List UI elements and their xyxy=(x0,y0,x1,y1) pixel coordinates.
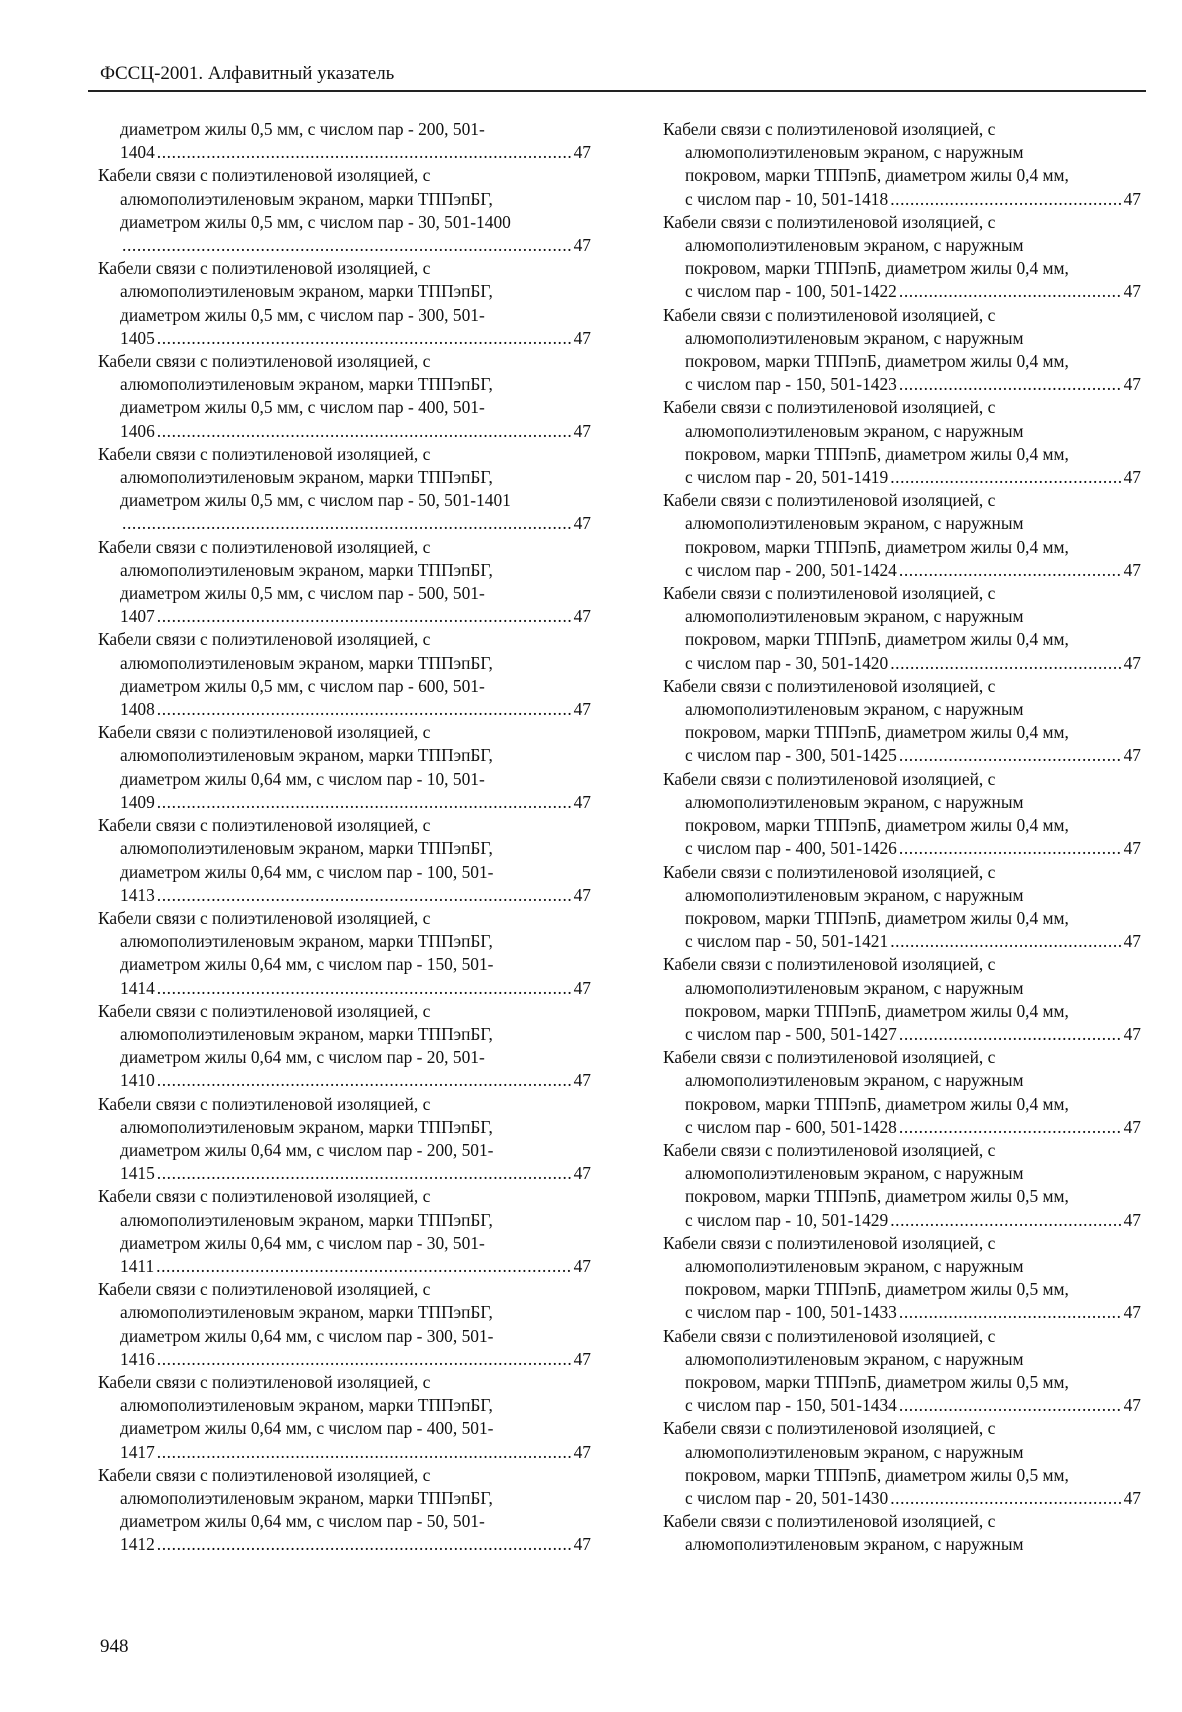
entry-line: Кабели связи с полиэтиленовой изоляцией, с xyxy=(98,258,431,279)
leader-dots xyxy=(890,1487,1121,1510)
entry-code: с числом пар - 10, 501-1418 xyxy=(685,188,889,209)
entry-tail xyxy=(98,141,591,164)
index-entry xyxy=(98,350,591,443)
entry-line: диаметром жилы 0,5 мм, с числом пар - 500, 501- xyxy=(120,583,485,604)
entry-line: алюмополиэтиленовым экраном, марки ТППэпБГ, xyxy=(120,652,493,673)
entry-code: 1408 xyxy=(120,699,155,720)
index-entry xyxy=(663,396,1141,489)
entry-line: диаметром жилы 0,5 мм, с числом пар - 300, 501- xyxy=(120,304,485,325)
entry-line: алюмополиэтиленовым экраном, марки ТППэпБГ, xyxy=(120,1116,493,1137)
entry-line: Кабели связи с полиэтиленовой изоляцией, с xyxy=(663,1511,996,1532)
running-header xyxy=(88,62,1146,92)
entry-line: покровом, марки ТППэпБ, диаметром жилы 0,4 мм, xyxy=(685,815,1069,836)
index-entry xyxy=(663,675,1141,768)
entry-line: алюмополиэтиленовым экраном, марки ТППэпБГ, xyxy=(120,467,493,488)
index-entry xyxy=(98,907,591,1000)
entry-page: 47 xyxy=(1123,559,1141,580)
index-entry xyxy=(663,211,1141,304)
entry-page: 47 xyxy=(1123,1395,1141,1416)
entry-line: Кабели связи с полиэтиленовой изоляцией, с xyxy=(663,490,996,511)
entry-line: алюмополиэтиленовым экраном, с наружным xyxy=(685,977,1024,998)
leader-dots xyxy=(890,930,1121,953)
entry-page: 47 xyxy=(573,1255,591,1276)
entry-line: алюмополиэтиленовым экраном, с наружным xyxy=(685,1070,1024,1091)
entry-page: 47 xyxy=(573,1070,591,1091)
entry-page: 47 xyxy=(573,513,591,534)
entry-tail xyxy=(663,1394,1141,1417)
entry-code: 1411 xyxy=(120,1255,155,1276)
index-entry xyxy=(663,1139,1141,1232)
entry-tail xyxy=(98,234,591,257)
leader-dots xyxy=(157,1162,572,1185)
entry-page: 47 xyxy=(1123,281,1141,302)
entry-page: 47 xyxy=(573,1534,591,1555)
index-entry xyxy=(98,1464,591,1557)
entry-page: 47 xyxy=(573,699,591,720)
entry-code: 1410 xyxy=(120,1070,155,1091)
entry-page: 47 xyxy=(1123,931,1141,952)
entry-line: Кабели связи с полиэтиленовой изоляцией, с xyxy=(98,1186,431,1207)
entry-line: покровом, марки ТППэпБ, диаметром жилы 0,4 мм, xyxy=(685,165,1069,186)
entry-line: диаметром жилы 0,64 мм, с числом пар - 10, 501- xyxy=(120,768,485,789)
entry-tail xyxy=(98,327,591,350)
index-entry xyxy=(663,1417,1141,1510)
entry-line: Кабели связи с полиэтиленовой изоляцией, с xyxy=(663,861,996,882)
entry-page: 47 xyxy=(1123,1023,1141,1044)
index-entry xyxy=(663,1232,1141,1325)
entry-page: 47 xyxy=(573,791,591,812)
entry-line: алюмополиэтиленовым экраном, с наружным xyxy=(685,699,1024,720)
leader-dots xyxy=(890,652,1121,675)
entry-code: 1417 xyxy=(120,1441,155,1462)
entry-line: алюмополиэтиленовым экраном, с наружным xyxy=(685,606,1024,627)
entry-line: покровом, марки ТППэпБ, диаметром жилы 0,4 мм, xyxy=(685,1000,1069,1021)
entry-tail xyxy=(663,1209,1141,1232)
entry-line: Кабели связи с полиэтиленовой изоляцией, с xyxy=(98,1371,431,1392)
leader-dots xyxy=(157,605,572,628)
entry-tail xyxy=(663,1116,1141,1139)
entry-tail xyxy=(663,559,1141,582)
entry-line: покровом, марки ТППэпБ, диаметром жилы 0,5 мм, xyxy=(685,1464,1069,1485)
entry-line: Кабели связи с полиэтиленовой изоляцией, с xyxy=(98,165,431,186)
entry-line: алюмополиэтиленовым экраном, марки ТППэпБГ, xyxy=(120,188,493,209)
leader-dots xyxy=(157,1533,572,1556)
entry-tail xyxy=(98,512,591,535)
entry-page: 47 xyxy=(1123,652,1141,673)
entry-line: алюмополиэтиленовым экраном, марки ТППэпБГ, xyxy=(120,1395,493,1416)
entry-tail xyxy=(663,1023,1141,1046)
entry-line: диаметром жилы 0,64 мм, с числом пар - 300, 501- xyxy=(120,1325,494,1346)
leader-dots xyxy=(890,1209,1121,1232)
leader-dots xyxy=(157,141,572,164)
entry-line: Кабели связи с полиэтиленовой изоляцией, с xyxy=(98,722,431,743)
entry-line: алюмополиэтиленовым экраном, с наружным xyxy=(685,1163,1024,1184)
entry-line: покровом, марки ТППэпБ, диаметром жилы 0,4 мм, xyxy=(685,536,1069,557)
entry-line: Кабели связи с полиэтиленовой изоляцией, с xyxy=(663,1047,996,1068)
index-entry xyxy=(98,443,591,536)
entry-tail xyxy=(663,1487,1141,1510)
entry-line: диаметром жилы 0,64 мм, с числом пар - 100, 501- xyxy=(120,861,494,882)
entry-page: 47 xyxy=(1123,188,1141,209)
entry-tail xyxy=(663,930,1141,953)
leader-dots xyxy=(157,791,572,814)
entry-tail xyxy=(98,1533,591,1556)
entry-line: Кабели связи с полиэтиленовой изоляцией, с xyxy=(663,1418,996,1439)
entry-line: покровом, марки ТППэпБ, диаметром жилы 0,4 мм, xyxy=(685,258,1069,279)
entry-code: 1414 xyxy=(120,977,155,998)
entry-code: с числом пар - 30, 501-1420 xyxy=(685,652,889,673)
index-entry xyxy=(98,257,591,350)
entry-code: с числом пар - 100, 501-1422 xyxy=(685,281,897,302)
entry-line: Кабели связи с полиэтиленовой изоляцией, с xyxy=(98,443,431,464)
entry-line: Кабели связи с полиэтиленовой изоляцией, с xyxy=(663,954,996,975)
entry-tail xyxy=(98,791,591,814)
index-entry xyxy=(98,1371,591,1464)
entry-tail xyxy=(98,698,591,721)
index-entry xyxy=(98,1093,591,1186)
entry-tail xyxy=(98,884,591,907)
entry-line: диаметром жилы 0,64 мм, с числом пар - 150, 501- xyxy=(120,954,494,975)
entry-code: 1416 xyxy=(120,1348,155,1369)
entry-line: Кабели связи с полиэтиленовой изоляцией, с xyxy=(98,1000,431,1021)
leader-dots xyxy=(899,280,1122,303)
entry-line: покровом, марки ТППэпБ, диаметром жилы 0,5 мм, xyxy=(685,1186,1069,1207)
entry-line: диаметром жилы 0,64 мм, с числом пар - 50, 501- xyxy=(120,1511,485,1532)
entry-line: Кабели связи с полиэтиленовой изоляцией, с xyxy=(98,815,431,836)
entry-code: 1405 xyxy=(120,327,155,348)
entry-page: 47 xyxy=(573,142,591,163)
entry-code: 1415 xyxy=(120,1163,155,1184)
entry-page: 47 xyxy=(573,1348,591,1369)
index-entry xyxy=(663,1325,1141,1418)
entry-line: диаметром жилы 0,5 мм, с числом пар - 400, 501- xyxy=(120,397,485,418)
entry-line: алюмополиэтиленовым экраном, с наружным xyxy=(685,513,1024,534)
entry-code: с числом пар - 300, 501-1425 xyxy=(685,745,897,766)
index-entry xyxy=(98,1185,591,1278)
index-entry xyxy=(98,814,591,907)
entry-line: покровом, марки ТППэпБ, диаметром жилы 0,4 мм, xyxy=(685,629,1069,650)
leader-dots xyxy=(899,837,1122,860)
entry-page: 47 xyxy=(1123,1116,1141,1137)
entry-line: Кабели связи с полиэтиленовой изоляцией, с xyxy=(663,119,996,139)
entry-code: с числом пар - 10, 501-1429 xyxy=(685,1209,889,1230)
entry-line: алюмополиэтиленовым экраном, марки ТППэпБГ, xyxy=(120,281,493,302)
entry-line: алюмополиэтиленовым экраном, марки ТППэпБГ, xyxy=(120,745,493,766)
entry-line: диаметром жилы 0,5 мм, с числом пар - 50, 501-1401 xyxy=(120,490,511,511)
leader-dots xyxy=(890,188,1121,211)
entry-line: алюмополиэтиленовым экраном, с наружным xyxy=(685,327,1024,348)
index-entry xyxy=(663,118,1141,211)
entry-code: 1404 xyxy=(120,142,155,163)
entry-tail xyxy=(98,1069,591,1092)
entry-code: 1413 xyxy=(120,884,155,905)
entry-code: с числом пар - 500, 501-1427 xyxy=(685,1023,897,1044)
leader-dots xyxy=(157,977,572,1000)
entry-page: 47 xyxy=(1123,1302,1141,1323)
index-entry-continued xyxy=(98,118,591,164)
leader-dots xyxy=(122,512,572,535)
entry-tail xyxy=(98,1162,591,1185)
entry-line: алюмополиэтиленовым экраном, марки ТППэпБГ, xyxy=(120,931,493,952)
entry-code: с числом пар - 150, 501-1434 xyxy=(685,1395,897,1416)
entry-line: Кабели связи с полиэтиленовой изоляцией, с xyxy=(98,1279,431,1300)
index-entry xyxy=(663,304,1141,397)
entry-page: 47 xyxy=(573,884,591,905)
entry-page: 47 xyxy=(573,1441,591,1462)
entry-line: Кабели связи с полиэтиленовой изоляцией, с xyxy=(663,304,996,325)
entry-line: диаметром жилы 0,64 мм, с числом пар - 20, 501- xyxy=(120,1047,485,1068)
entry-line: Кабели связи с полиэтиленовой изоляцией, с xyxy=(98,536,431,557)
entry-line: Кабели связи с полиэтиленовой изоляцией, с xyxy=(98,629,431,650)
entry-line: Кабели связи с полиэтиленовой изоляцией, с xyxy=(98,1093,431,1114)
entry-line: покровом, марки ТППэпБ, диаметром жилы 0,4 мм, xyxy=(685,722,1069,743)
index-entry xyxy=(663,953,1141,1046)
entry-code: 1412 xyxy=(120,1534,155,1555)
entry-tail xyxy=(663,280,1141,303)
entry-page: 47 xyxy=(1123,1487,1141,1508)
entry-line: покровом, марки ТППэпБ, диаметром жилы 0,4 мм, xyxy=(685,351,1069,372)
entry-code: с числом пар - 150, 501-1423 xyxy=(685,374,897,395)
entry-line: покровом, марки ТППэпБ, диаметром жилы 0,4 мм, xyxy=(685,443,1069,464)
entry-code: 1406 xyxy=(120,420,155,441)
entry-line: Кабели связи с полиэтиленовой изоляцией, с xyxy=(663,1325,996,1346)
leader-dots xyxy=(157,698,572,721)
index-entry xyxy=(663,861,1141,954)
entry-line: алюмополиэтиленовым экраном, с наружным xyxy=(685,1441,1024,1462)
entry-code: с числом пар - 50, 501-1421 xyxy=(685,931,889,952)
entry-line: алюмополиэтиленовым экраном, с наружным xyxy=(685,420,1024,441)
index-entry xyxy=(98,1278,591,1371)
entry-page: 47 xyxy=(573,420,591,441)
entry-line: Кабели связи с полиэтиленовой изоляцией, с xyxy=(98,907,431,928)
entry-tail xyxy=(663,466,1141,489)
leader-dots xyxy=(899,1023,1122,1046)
leader-dots xyxy=(899,1116,1122,1139)
index-entry xyxy=(663,768,1141,861)
leader-dots xyxy=(157,884,572,907)
entry-line: алюмополиэтиленовым экраном, марки ТППэпБГ, xyxy=(120,1023,493,1044)
entry-tail xyxy=(98,1348,591,1371)
entry-page: 47 xyxy=(573,235,591,256)
entry-tail xyxy=(98,1255,591,1278)
entry-line: алюмополиэтиленовым экраном, с наружным xyxy=(685,884,1024,905)
index-entry xyxy=(98,721,591,814)
entry-line: диаметром жилы 0,64 мм, с числом пар - 400, 501- xyxy=(120,1418,494,1439)
leader-dots xyxy=(890,466,1121,489)
entry-line: Кабели связи с полиэтиленовой изоляцией, с xyxy=(663,583,996,604)
leader-dots xyxy=(899,744,1122,767)
entry-line: алюмополиэтиленовым экраном, с наружным xyxy=(685,142,1024,163)
entry-line: алюмополиэтиленовым экраном, с наружным xyxy=(685,1255,1024,1276)
entry-line: диаметром жилы 0,64 мм, с числом пар - 30, 501- xyxy=(120,1232,485,1253)
entry-line: Кабели связи с полиэтиленовой изоляцией, с xyxy=(663,768,996,789)
entry-line: покровом, марки ТППэпБ, диаметром жилы 0,4 мм, xyxy=(685,907,1069,928)
entry-line: алюмополиэтиленовым экраном, марки ТППэпБГ, xyxy=(120,1209,493,1230)
entry-line: Кабели связи с полиэтиленовой изоляцией, с xyxy=(663,1139,996,1160)
entry-line: диаметром жилы 0,5 мм, с числом пар - 600, 501- xyxy=(120,675,485,696)
leader-dots xyxy=(899,373,1122,396)
entry-code: 1409 xyxy=(120,791,155,812)
entry-code: с числом пар - 600, 501-1428 xyxy=(685,1116,897,1137)
entry-line: диаметром жилы 0,5 мм, с числом пар - 30, 501-1400 xyxy=(120,211,511,232)
entry-tail xyxy=(663,373,1141,396)
entry-tail xyxy=(98,420,591,443)
entry-line: алюмополиэтиленовым экраном, с наружным xyxy=(685,1534,1024,1555)
entry-tail xyxy=(663,652,1141,675)
index-entry xyxy=(98,1000,591,1093)
entry-code: с числом пар - 20, 501-1419 xyxy=(685,467,889,488)
leader-dots xyxy=(157,327,572,350)
index-entry xyxy=(663,1510,1141,1556)
leader-dots xyxy=(899,1301,1122,1324)
entry-line: алюмополиэтиленовым экраном, марки ТППэпБГ, xyxy=(120,1487,493,1508)
leader-dots xyxy=(157,420,572,443)
leader-dots xyxy=(157,1441,572,1464)
entry-line: покровом, марки ТППэпБ, диаметром жилы 0,5 мм, xyxy=(685,1279,1069,1300)
entry-page: 47 xyxy=(1123,467,1141,488)
leader-dots xyxy=(899,559,1122,582)
entry-page: 47 xyxy=(1123,374,1141,395)
entry-tail xyxy=(663,188,1141,211)
entry-code: с числом пар - 100, 501-1433 xyxy=(685,1302,897,1323)
leader-dots xyxy=(157,1348,572,1371)
entry-page: 47 xyxy=(1123,745,1141,766)
entry-line: Кабели связи с полиэтиленовой изоляцией, с xyxy=(663,1232,996,1253)
entry-tail xyxy=(98,1441,591,1464)
entry-line: алюмополиэтиленовым экраном, марки ТППэпБГ, xyxy=(120,559,493,580)
leader-dots xyxy=(156,1255,571,1278)
page-number: 948 xyxy=(100,1636,129,1657)
entry-line: Кабели связи с полиэтиленовой изоляцией, с xyxy=(98,351,431,372)
entry-line: диаметром жилы 0,64 мм, с числом пар - 200, 501- xyxy=(120,1139,494,1160)
index-entry xyxy=(663,489,1141,582)
leader-dots xyxy=(157,1069,572,1092)
entry-page: 47 xyxy=(1123,1209,1141,1230)
header-title: ФССЦ-2001. Алфавитный указатель xyxy=(100,63,395,84)
entry-line: Кабели связи с полиэтиленовой изоляцией, с xyxy=(663,211,996,232)
entry-page: 47 xyxy=(1123,838,1141,859)
entry-line: Кабели связи с полиэтиленовой изоляцией, с xyxy=(663,397,996,418)
entry-tail xyxy=(98,605,591,628)
entry-code: с числом пар - 20, 501-1430 xyxy=(685,1487,889,1508)
entry-line: диаметром жилы 0,5 мм, с числом пар - 200, 501- xyxy=(120,119,485,139)
entry-code: 1407 xyxy=(120,606,155,627)
entry-page: 47 xyxy=(573,977,591,998)
entry-page: 47 xyxy=(573,606,591,627)
leader-dots xyxy=(899,1394,1122,1417)
leader-dots xyxy=(122,234,572,257)
entry-tail xyxy=(663,837,1141,860)
index-entry xyxy=(98,164,591,257)
entry-line: алюмополиэтиленовым экраном, марки ТППэпБГ, xyxy=(120,374,493,395)
entry-line: алюмополиэтиленовым экраном, марки ТППэпБГ, xyxy=(120,838,493,859)
entry-page: 47 xyxy=(573,1163,591,1184)
entry-line: алюмополиэтиленовым экраном, с наружным xyxy=(685,1348,1024,1369)
entry-code: с числом пар - 400, 501-1426 xyxy=(685,838,897,859)
index-entry xyxy=(663,1046,1141,1139)
entry-tail xyxy=(663,744,1141,767)
index-entry xyxy=(98,536,591,629)
index-entry xyxy=(663,582,1141,675)
entry-line: Кабели связи с полиэтиленовой изоляцией, с xyxy=(663,675,996,696)
right-column xyxy=(663,118,1141,1557)
entry-tail xyxy=(98,977,591,1000)
left-column xyxy=(98,118,591,1557)
entry-page: 47 xyxy=(573,327,591,348)
index-entry xyxy=(98,628,591,721)
entry-line: алюмополиэтиленовым экраном, с наружным xyxy=(685,791,1024,812)
entry-line: алюмополиэтиленовым экраном, с наружным xyxy=(685,235,1024,256)
entry-code: с числом пар - 200, 501-1424 xyxy=(685,559,897,580)
entry-line: Кабели связи с полиэтиленовой изоляцией, с xyxy=(98,1464,431,1485)
entry-line: алюмополиэтиленовым экраном, марки ТППэпБГ, xyxy=(120,1302,493,1323)
entry-line: покровом, марки ТППэпБ, диаметром жилы 0,5 мм, xyxy=(685,1371,1069,1392)
entry-line: покровом, марки ТППэпБ, диаметром жилы 0,4 мм, xyxy=(685,1093,1069,1114)
entry-tail xyxy=(663,1301,1141,1324)
